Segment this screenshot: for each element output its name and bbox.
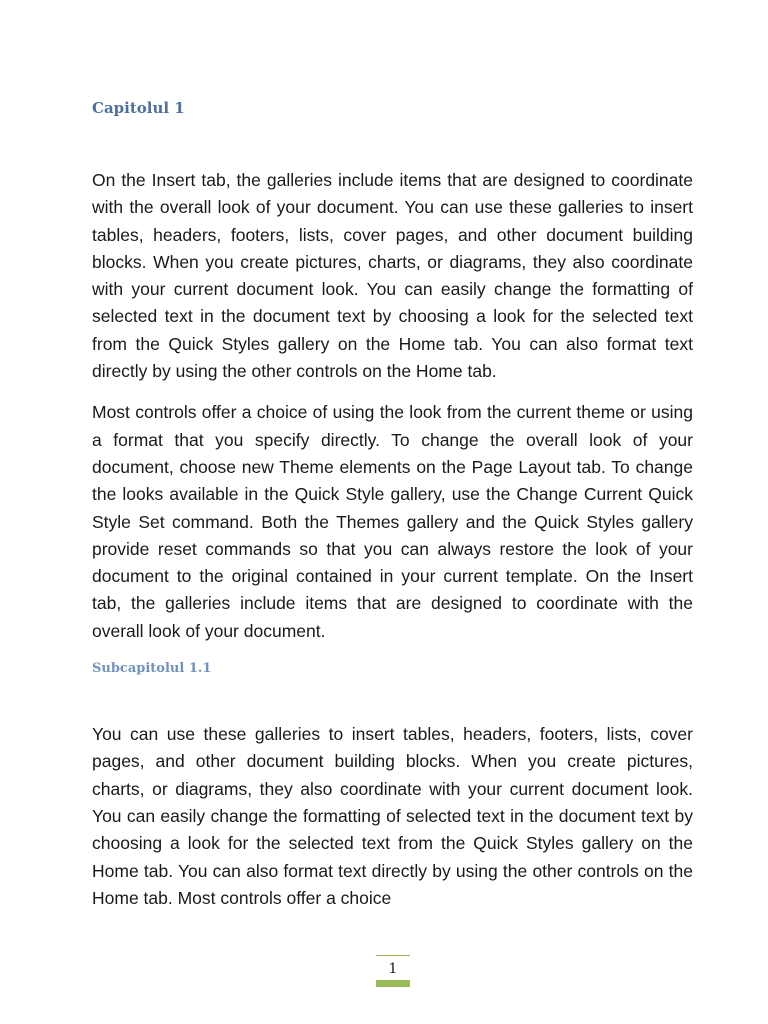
subchapter-heading: Subcapitolul 1.1 — [92, 661, 212, 677]
footer-accent-bar — [376, 980, 410, 987]
body-paragraph-2: Most controls offer a choice of using the look from the current theme or using a format that you specify directly. To change the overall look of your document, choose new Theme elements on the Page Layout tab. To change the looks available in the Quick Style gallery, use the Change Current Quick Style Set command. Both the Themes gallery and the Quick Styles gallery provide reset commands so that you can always restore the look of your document to the original contained in your current template. On the Insert tab, the galleries include items that are designed to coordinate with the overall look of your document. — [92, 402, 693, 641]
page-number: 1 — [388, 961, 398, 977]
body-paragraph-3: You can use these galleries to insert tables, headers, footers, lists, cover pages, and other document building blocks. When you create pictures, charts, or diagrams, they also coordinate with your current document look. You can easily change the formatting of selected text in the document text by choosing a look for the selected text from the Quick Styles gallery on the Home tab. You can also format text directly by using the other controls on the Home tab. Most controls offer a choice — [92, 724, 693, 908]
footer-top-rule — [376, 955, 410, 956]
body-paragraph-1: On the Insert tab, the galleries include items that are designed to coordinate with the overall look of your document. You can use these galleries to insert tables, headers, footers, lists, cover pages, and other document building blocks. When you create pictures, charts, or diagrams, they also coordinate with your current document look. You can easily change the formatting of selected text in the document text by choosing a look for the selected text from the Quick Styles gallery on the Home tab. You can also format text directly by using the other controls on the Home tab. — [92, 170, 693, 382]
chapter-heading: Capitolul 1 — [92, 99, 185, 117]
document-body — [92, 96, 693, 926]
page-footer — [376, 955, 410, 987]
